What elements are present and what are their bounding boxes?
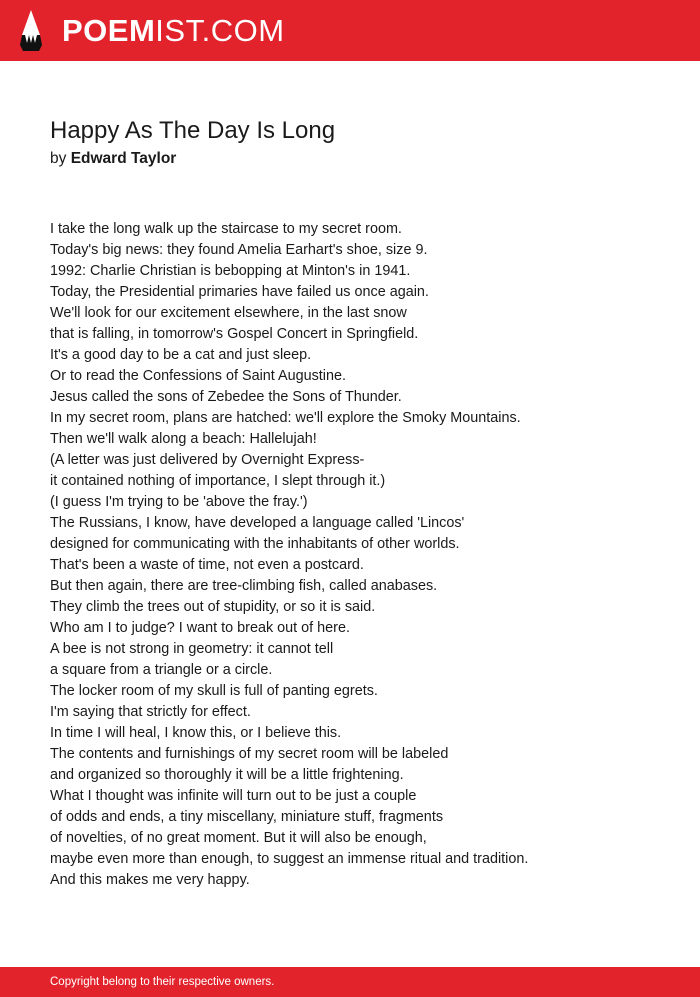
poem-line: of novelties, of no great moment. But it will also be enough,	[50, 830, 427, 846]
poem-line: In time I will heal, I know this, or I believe this.	[50, 725, 342, 741]
poem-line: maybe even more than enough, to suggest an immense ritual and tradition.	[50, 851, 529, 867]
poem-line: But then again, there are tree-climbing fish, called anabases.	[50, 578, 438, 594]
site-header	[0, 0, 700, 61]
byline-label: by	[50, 150, 67, 167]
site-logo[interactable]	[62, 11, 285, 51]
poem-line: a square from a triangle or a circle.	[50, 662, 273, 678]
poem-body	[50, 219, 528, 891]
site-footer	[0, 967, 700, 997]
poem-title: Happy As The Day Is Long	[50, 117, 336, 144]
poem-line: and organized so thoroughly it will be a little frightening.	[50, 767, 404, 783]
poem-line: Then we'll walk along a beach: Hallelujah!	[50, 431, 317, 447]
logo-text-bold: POEM	[62, 13, 156, 48]
poem-line: That's been a waste of time, not even a postcard.	[50, 557, 364, 573]
poem-line: that is falling, in tomorrow's Gospel Concert in Springfield.	[50, 326, 419, 342]
poem-line: And this makes me very happy.	[50, 872, 250, 888]
pencil-tip-icon[interactable]	[18, 9, 44, 51]
poem-byline	[50, 148, 176, 170]
poem-line: 1992: Charlie Christian is bebopping at Minton's in 1941.	[50, 263, 411, 279]
poem-line: The locker room of my skull is full of panting egrets.	[50, 683, 378, 699]
poem-line: it contained nothing of importance, I slept through it.)	[50, 473, 386, 489]
poem-line: In my secret room, plans are hatched: we'll explore the Smoky Mountains.	[50, 410, 521, 426]
poem-line: They climb the trees out of stupidity, or so it is said.	[50, 599, 376, 615]
poem-line: The Russians, I know, have developed a language called 'Lincos'	[50, 515, 465, 531]
poem-line: What I thought was infinite will turn out to be just a couple	[50, 788, 417, 804]
poem-line: The contents and furnishings of my secret room will be labeled	[50, 746, 449, 762]
poem-line: We'll look for our excitement elsewhere, in the last snow	[50, 305, 407, 321]
poem-line: (I guess I'm trying to be 'above the fray.')	[50, 494, 308, 510]
poem-line: It's a good day to be a cat and just sleep.	[50, 347, 312, 363]
poem-line: Or to read the Confessions of Saint Augustine.	[50, 368, 346, 384]
poem-author: Edward Taylor	[70, 150, 177, 167]
poem-line: (A letter was just delivered by Overnight Express-	[50, 452, 365, 468]
logo-text-light: IST.COM	[155, 13, 285, 48]
poem-line: I'm saying that strictly for effect.	[50, 704, 251, 720]
poem-line: of odds and ends, a tiny miscellany, miniature stuff, fragments	[50, 809, 444, 825]
poem-line: Today, the Presidential primaries have failed us once again.	[50, 284, 429, 300]
poem-line: I take the long walk up the staircase to my secret room.	[50, 221, 402, 237]
poem-line: Jesus called the sons of Zebedee the Sons of Thunder.	[50, 389, 402, 405]
poem-line: designed for communicating with the inhabitants of other worlds.	[50, 536, 460, 552]
poem-line: A bee is not strong in geometry: it cannot tell	[50, 641, 334, 657]
poem-line: Today's big news: they found Amelia Earhart's shoe, size 9.	[50, 242, 428, 258]
copyright-notice: Copyright belong to their respective owners.	[50, 976, 275, 988]
poem-line: Who am I to judge? I want to break out of here.	[50, 620, 350, 636]
